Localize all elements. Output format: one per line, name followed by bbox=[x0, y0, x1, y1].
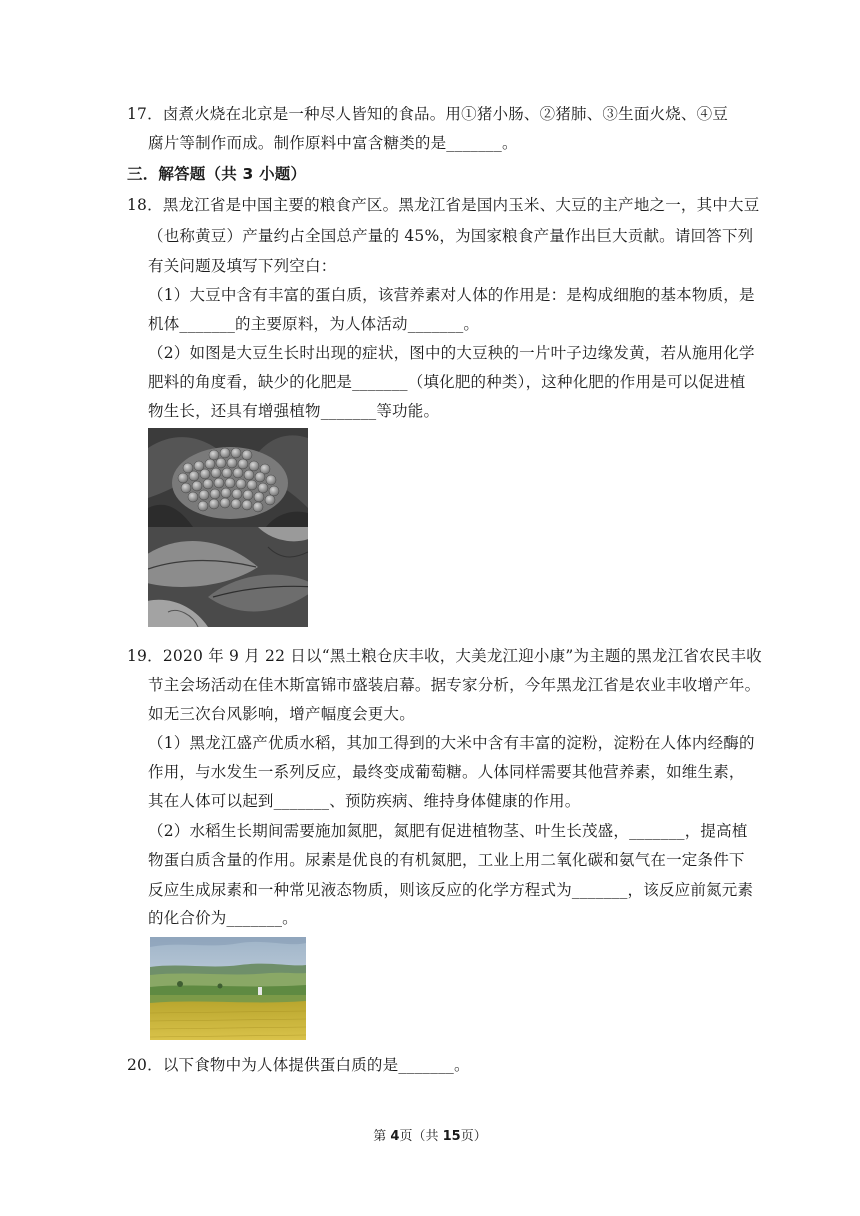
q17-line-1: 17．卤煮火烧在北京是一种尽人皆知的食品。用①猪小肠、②猪肺、③生面火烧、④豆 bbox=[127, 105, 729, 123]
q18-line-1: 18．黑龙江省是中国主要的粮食产区。黑龙江省是国内玉米、大豆的主产地之一，其中大豆 bbox=[127, 196, 760, 214]
q18-line-2: （也称黄豆）产量约占全国总产量的 45%，为国家粮食产量作出巨大贡献。请回答下列 bbox=[148, 227, 754, 245]
q18-part1-line-1: （1）大豆中含有丰富的蛋白质，该营养素对人体的作用是：是构成细胞的基本物质，是 bbox=[148, 286, 755, 304]
q19-part1-line-1: （1）黑龙江盛产优质水稻，其加工得到的大米中含有丰富的淀粉，淀粉在人体内经酶的 bbox=[148, 734, 755, 752]
soybean-hands-image bbox=[148, 428, 308, 527]
q19-part2-line-4: 的化合价为_______。 bbox=[148, 909, 298, 927]
q19-part1-line-3: 其在人体可以起到_______、预防疾病、维持身体健康的作用。 bbox=[148, 792, 581, 810]
q19-part2-line-3: 反应生成尿素和一种常见液态物质，则该反应的化学方程式为_______，该反应前氮元素 bbox=[148, 881, 754, 899]
footer-middle: 页（共 bbox=[399, 1129, 443, 1144]
q19-line-1: 19．2020 年 9 月 22 日以“黑土粮仓庆丰收，大美龙江迎小康”为主题的黑龙江省农民丰收 bbox=[127, 647, 762, 665]
q18-part2-line-1: （2）如图是大豆生长时出现的症状，图中的大豆秧的一片叶子边缘发黄，若从施用化学 bbox=[148, 344, 755, 362]
q19-part1-line-2: 作用，与水发生一系列反应，最终变成葡萄糖。人体同样需要其他营养素，如维生素， bbox=[148, 763, 745, 781]
q20-line-1: 20．以下食物中为人体提供蛋白质的是_______。 bbox=[127, 1056, 470, 1074]
q17-line-2: 腐片等制作而成。制作原料中富含糖类的是_______。 bbox=[148, 134, 518, 152]
soybean-leaf-image bbox=[148, 527, 308, 627]
q19-line-3: 如无三次台风影响，增产幅度会更大。 bbox=[148, 705, 415, 723]
footer-total-pages: 15 bbox=[442, 1129, 461, 1144]
farmland-image bbox=[150, 937, 306, 1040]
q19-line-2: 节主会场活动在佳木斯富锦市盛装启幕。据专家分析，今年黑龙江省是农业丰收增产年。 bbox=[148, 676, 761, 694]
q18-part2-line-3: 物生长，还具有增强植物_______等功能。 bbox=[148, 402, 440, 420]
q19-part2-line-1: （2）水稻生长期间需要施加氮肥，氮肥有促进植物茎、叶生长茂盛，_______，提高植 bbox=[148, 822, 748, 840]
q18-part2-line-2: 肥料的角度看，缺少的化肥是_______（填化肥的种类），这种化肥的作用是可以促进植 bbox=[148, 373, 746, 391]
q18-line-3: 有关问题及填写下列空白： bbox=[148, 257, 337, 275]
footer-suffix: 页） bbox=[460, 1129, 487, 1144]
footer-page-number: 4 bbox=[390, 1129, 400, 1144]
section-heading: 三．解答题（共 3 小题） bbox=[127, 165, 307, 183]
q18-part1-line-2: 机体_______的主要原料，为人体活动_______。 bbox=[148, 315, 480, 333]
page-footer bbox=[0, 1128, 860, 1146]
footer-prefix: 第 bbox=[373, 1129, 391, 1144]
q19-part2-line-2: 物蛋白质含量的作用。尿素是优良的有机氮肥，工业上用二氧化碳和氨气在一定条件下 bbox=[148, 851, 745, 869]
